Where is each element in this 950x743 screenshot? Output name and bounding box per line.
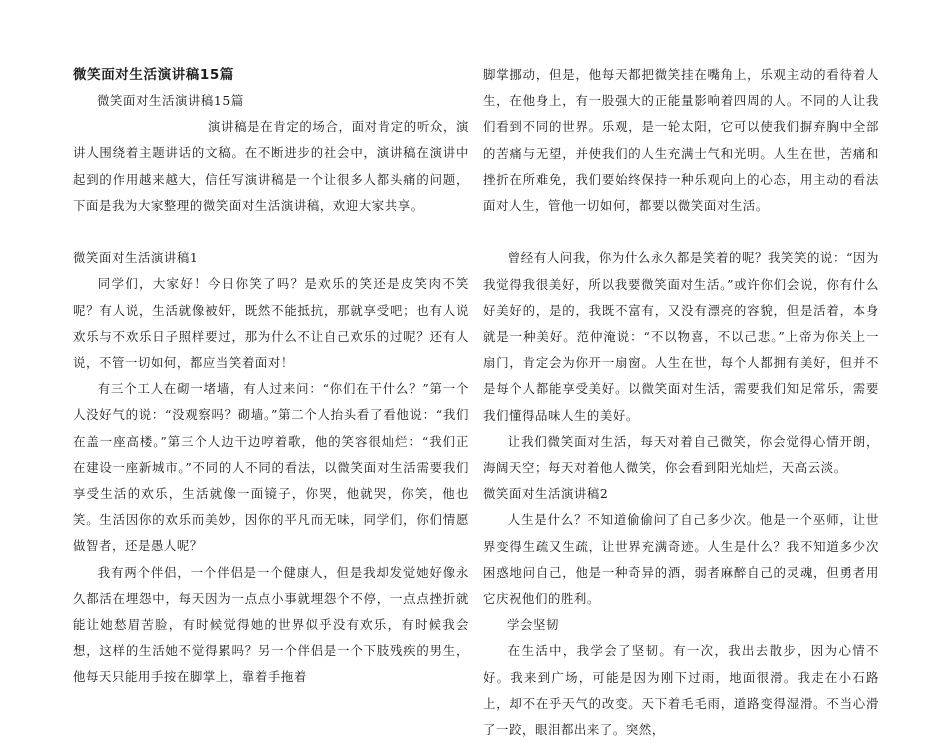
paragraph: 在生活中，我学会了坚韧。有一次，我出去散步，因为心情不好。我来到广场，可能是因为刚下过雨，地面很滑。我走在小石路上，却不在乎天气的改变。天下着毛毛雨，道路变得湿滑。不当心滑了一跤，眼泪都出来了。突然，: [483, 643, 879, 738]
paragraph: 有三个工人在砌一堵墙，有人过来问：“你们在干什么？”第一个人没好气的说：“没观察吗？砌墙。”第二个人抬头看了看他说：“我们在盖一座高楼。”第三个人边干边哼着歌，他的笑容很灿烂：“我们正在建设一座新城市。”不同的人不同的看法，以微笑面对生活需要我们享受生活的欢乐，生活就像一面镜子，你哭，他就哭，你笑，他也笑。生活因你的欢乐而美妙，因你的平凡而无味，同学们，你们情愿做智者，还是愚人呢？: [73, 381, 469, 554]
subheading: 学会坚韧: [507, 617, 559, 633]
paragraph: 同学们，大家好！今日你笑了吗？是欢乐的笑还是皮笑肉不笑呢？有人说，生活就像被奸，既然不能抵抗，那就享受吧；也有人说欢乐与不欢乐日子照样要过，那为什么不让自己欢乐的过呢？还有人说，不管一切如何，都应当笑着面对！: [73, 276, 469, 371]
section-heading-1: 微笑面对生活演讲稿1: [73, 250, 199, 266]
left-column: [73, 62, 469, 691]
spacer: [483, 219, 879, 245]
paragraph: 曾经有人问我，你为什么永久都是笑着的呢？我笑笑的说：“因为我觉得我很美好，所以我要微笑面对生活。”或许你们会说，你有什么好美好的，是的，我既不富有，又没有漂亮的容貌，但是活着，本身就是一种美好。范仲淹说：“不以物喜，不以己悲。”上帝为你关上一扇门，肯定会为你开一扇窗。人生在世，每个人都拥有美好，但并不是每个人都能享受美好。以微笑面对生活，需要我们知足常乐，需要我们懂得品味人生的美好。: [483, 250, 879, 423]
paragraph: 我有两个伴侣，一个伴侣是一个健康人，但是我却发觉她好像永久都活在埋怨中，每天因为一点点小事就埋怨个不停，一点点挫折就能让她愁眉苦脸，有时候觉得她的世界似乎没有欢乐，有时候我会想，这样的生活她不觉得累吗？另一个伴侣是一个下肢残疾的男生，他每天只能用手按在脚掌上，靠着手拖着: [73, 564, 469, 685]
paragraph: 让我们微笑面对生活，每天对着自己微笑，你会觉得心情开朗，海阔天空；每天对着他人微笑，你会看到阳光灿烂，天高云淡。: [483, 433, 879, 476]
section-heading-2: 微笑面对生活演讲稿2: [483, 486, 609, 502]
spacer: [73, 219, 469, 245]
document-subtitle: 微笑面对生活演讲稿15篇: [97, 93, 244, 108]
document-title: 微笑面对生活演讲稿15篇: [73, 67, 234, 83]
paragraph-continuation: 脚掌挪动，但是，他每天都把微笑挂在嘴角上，乐观主动的看待着人生，在他身上，有一股强大的正能量影响着四周的人。不同的人让我们看到不同的世界。乐观，是一轮太阳，它可以使我们摒弃胸中全部的苦痛与无望，并使我们的人生充满士气和光明。人生在世，苦痛和挫折在所难免，我们要始终保持一种乐观向上的心态，用主动的看法面对人生，管他一切如何，都要以微笑面对生活。: [483, 67, 879, 214]
paragraph: 人生是什么？不知道偷偷问了自己多少次。他是一个巫师，让世界变得生疏又生疏，让世界充满奇迹。人生是什么？我不知道多少次困惑地问自己，他是一种奇异的酒，弱者麻醉自己的灵魂，但勇者用它庆祝他们的胜利。: [483, 512, 879, 607]
intro-paragraph: 演讲稿是在肯定的场合，面对肯定的听众，演讲人围绕着主题讲话的文稿。在不断进步的社会中，演讲稿在演讲中起到的作用越来越大，信任写演讲稿是一个让很多人都头痛的问题，下面是我为大家整理的微笑面对生活演讲稿，欢迎大家共享。: [73, 119, 469, 213]
right-column: [483, 62, 879, 743]
